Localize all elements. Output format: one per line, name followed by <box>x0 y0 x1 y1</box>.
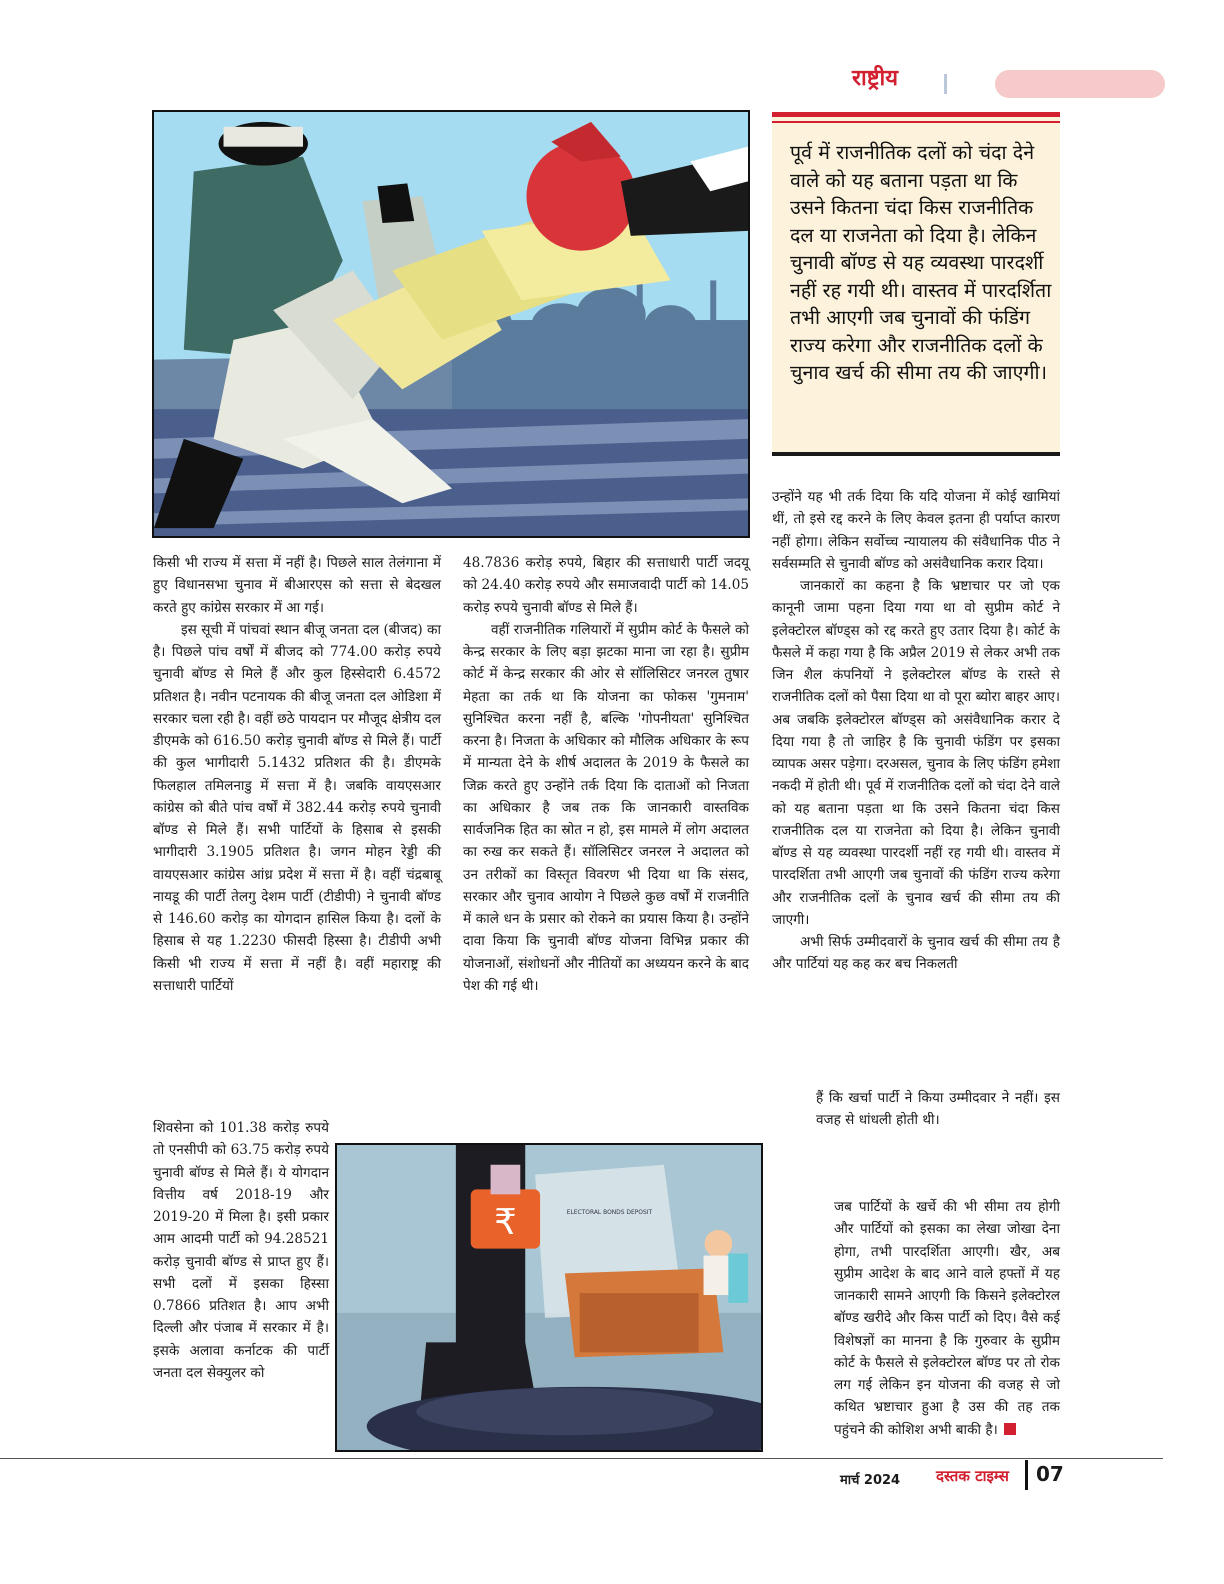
paragraph: हैं कि खर्चा पार्टी ने किया उम्मीदवार ने नहीं। इस वजह से धांधली होती थी। <box>816 1090 1060 1129</box>
pull-quote-text: पूर्व में राजनीतिक दलों को चंदा देने वाले को यह बताना पड़ता था कि उसने कितना चंदा किस राजनीतिक दल या राजनेता को दिया है। लेकिन चुनावी बॉण्ड से यह व्यवस्था पारदर्शी नहीं रह गयी थी। वास्तव में पारदर्शिता तभी आएगी जब चुनावों की फंडिंग राज्य करेगा और राजनीतिक दलों के चुनाव खर्च की सीमा तय की जाएगी। <box>790 141 1052 384</box>
article-column-3-continued <box>816 1087 1060 1132</box>
paragraph-text: जब पार्टियों के खर्चे की भी सीमा तय होगी और पार्टियों को इसका का लेखा जोखा देना होगा, तभी पारदर्शिता आएगी। खैर, अब सुप्रीम आदेश के बाद आने वाले हफ्तों में यह जानकारी सामने आएगी कि किसने इलेक्टोरल बॉण्ड खरीदे और किस पार्टी को दिए। वैसे कई विशेषज्ञों का मानना है कि गुरुवार के सुप्रीम कोर्ट के फैसले से इलेक्टोरल बॉण्ड पर तो रोक लग गई लेकिन इन योजना की वजह से जो कथित भ्रष्टाचार हुआ है उस की तह तक पहुंचने की कोशिश अभी बाकी है। <box>834 1199 1060 1438</box>
paragraph <box>834 1196 1060 1441</box>
page-number: 07 <box>1036 1462 1064 1486</box>
paragraph: वहीं राजनीतिक गलियारों में सुप्रीम कोर्ट के फैसले को केन्द्र सरकार के लिए बड़ा झटका माना जा रहा है। सुप्रीम कोर्ट में केन्द्र सरकार की ओर से सॉलिसिटर जनरल तुषार मेहता का तर्क था कि योजना का फोकस 'गुमनाम' सुनिश्चित करना नहीं है, बल्कि 'गोपनीयता' सुनिश्चित करना है। निजता के अधिकार को मौलिक अधिकार के रूप में मान्यता देने के शीर्ष अदालत के 2019 के फैसले का जिक्र करते हुए उन्होंने तर्क दिया कि दाताओं को निजता का अधिकार है जब तक कि जानकारी वास्तविक सार्वजनिक हित का स्रोत न हो, इस मामले में लोग अदालत का रुख कर सकते हैं। सॉलिसिटर जनरल ने अदालत को उन तरीकों का विस्तृत विवरण भी दिया था कि संसद, सरकार और चुनाव आयोग ने पिछले कुछ वर्षों में राजनीति में काले धन के प्रसार को रोकने का प्रयास किया है। उन्होंने दावा किया कि चुनावी बॉण्ड योजना विभिन्न प्रकार की योजनाओं, संशोधनों और नीतियों का अध्ययन करने के बाद पेश की गई थी। <box>463 621 749 994</box>
paragraph: उन्होंने यह भी तर्क दिया कि यदि योजना में कोई खामियां थीं, तो इसे रद्द करने के लिए केवल इतना ही पर्याप्त कारण नहीं होगा। लेकिन सर्वोच्च न्यायालय की संवैधानिक पीठ ने सर्वसम्मति से चुनावी बॉण्ड को असंवैधानिक करार दिया। <box>772 489 1060 572</box>
illustration-electoral-bond-deposit <box>335 1143 763 1452</box>
footer-separator <box>1025 1460 1028 1490</box>
section-pill-decoration <box>995 70 1165 98</box>
deposit-sign-text: ELECTORAL BONDS DEPOSIT <box>566 1209 653 1217</box>
end-mark <box>1004 1423 1016 1435</box>
footer-divider <box>0 1458 1163 1459</box>
article-column-3-continued-2 <box>834 1196 1060 1441</box>
issue-date: मार्च 2024 <box>840 1473 901 1488</box>
article-column-3 <box>772 486 1060 976</box>
paragraph: 48.7836 करोड़ रुपये, बिहार की सत्ताधारी पार्टी जदयू को 24.40 करोड़ रुपये और समाजवादी पार्टी को 14.05 करोड़ रुपये चुनावी बॉण्ड से मिले हैं। <box>463 555 749 616</box>
paragraph: शिवसेना को 101.38 करोड़ रुपये तो एनसीपी को 63.75 करोड़ रुपये चुनावी बॉण्ड से मिले हैं। ये योगदान वित्तीय वर्ष 2018-19 और 2019-20 में मिला है। इसी प्रकार आम आदमी पार्टी को 94.28521 करोड़ चुनावी बॉण्ड से प्राप्त हुए हैं। सभी दलों में इसका हिस्सा 0.7866 प्रतिशत है। आप अभी दिल्ली और पंजाब में सरकार में है। इसके अलावा कर्नाटक की पार्टी जनता दल सेक्युलर को <box>153 1120 329 1381</box>
pull-quote-box <box>772 112 1060 456</box>
article-column-1-continued <box>153 1117 329 1384</box>
paragraph: इस सूची में पांचवां स्थान बीजू जनता दल (बीजद) का है। पिछले पांच वर्षों में बीजद को 774.00 करोड़ रुपये चुनावी बॉण्ड से मिले हैं और कुल हिस्सेदारी 6.4572 प्रतिशत है। नवीन पटनायक की बीजू जनता दल ओडिशा में सरकार चला रही है। वहीं छठे पायदान पर मौजूद क्षेत्रीय दल डीएमके को 616.50 करोड़ चुनावी बॉण्ड से मिले हैं। पार्टी की कुल भागीदारी 5.1432 प्रतिशत की है। डीएमके फिलहाल तमिलनाडु में सत्ता में है। जबकि वायएसआर कांग्रेस को बीते पांच वर्षों में 382.44 करोड़ रुपये चुनावी बॉण्ड से मिले हैं। सभी पार्टियों के हिसाब से इसकी भागीदारी 3.1905 प्रतिशत है। जगन मोहन रेड्डी की वायएसआर कांग्रेस आंध्र प्रदेश में सत्ता में है। वहीं चंद्रबाबू नायडू की पार्टी तेलगु देशम पार्टी (टीडीपी) ने चुनावी बॉण्ड से 146.60 करोड़ का योगदान हासिल किया है। दलों के हिसाब से यह 1.2230 फीसदी हिस्सा है। टीडीपी अभी किसी भी राज्य में सत्ता में नहीं है। वहीं महाराष्ट्र की सत्ताधारी पार्टियों <box>153 621 441 994</box>
paragraph: जानकारों का कहना है कि भ्रष्टाचार पर जो एक कानूनी जामा पहना दिया गया था वो सुप्रीम कोर्ट ने इलेक्टोरल बॉण्ड्स को रद्द करते हुए उतार दिया है। कोर्ट के फैसले में कहा गया है कि अप्रैल 2019 से लेकर अभी तक जिन शैल कंपनियों ने इलेक्टोरल बॉण्ड के रास्ते से राजनीतिक दलों को पैसा दिया था वो पूरा ब्योरा बाहर आए। अब जबकि इलेक्टोरल बॉण्ड्स को असंवैधानिक करार दे दिया गया है तो जाहिर है कि चुनावी फंडिंग पर इसका व्यापक असर पड़ेगा। दरअसल, चुनाव के लिए फंडिंग हमेशा नकदी में होती थी। पूर्व में राजनीतिक दलों को चंदा देने वाले को यह बताना पड़ता था कि उसने कितना चंदा किस राजनीतिक दल या राजनेता को दिया है। लेकिन चुनावी बॉण्ड से यह व्यवस्था पारदर्शी नहीं रह गयी थी। वास्तव में पारदर्शिता तभी आएगी जब चुनावों की फंडिंग राज्य करेगा और राजनीतिक दलों के चुनाव खर्च की सीमा तय की जाएगी। <box>772 578 1060 928</box>
article-column-1 <box>153 552 441 997</box>
section-divider <box>944 74 947 94</box>
illustration-money-exchange <box>152 110 750 538</box>
paragraph: किसी भी राज्य में सत्ता में नहीं है। पिछले साल तेलंगाना में हुए विधानसभा चुनाव में बीआरएस को सत्ता से बेदखल करते हुए कांग्रेस सरकार में आ गई। <box>153 555 441 616</box>
article-column-2 <box>463 552 749 997</box>
magazine-logo: दस्तक टाइम्स <box>936 1467 1009 1485</box>
paragraph: अभी सिर्फ उम्मीदवारों के चुनाव खर्च की सीमा तय है और पार्टियां यह कह कर बच निकलती <box>772 934 1060 973</box>
section-label: राष्ट्रीय <box>852 66 899 91</box>
rupee-icon: ₹ <box>494 1201 517 1243</box>
